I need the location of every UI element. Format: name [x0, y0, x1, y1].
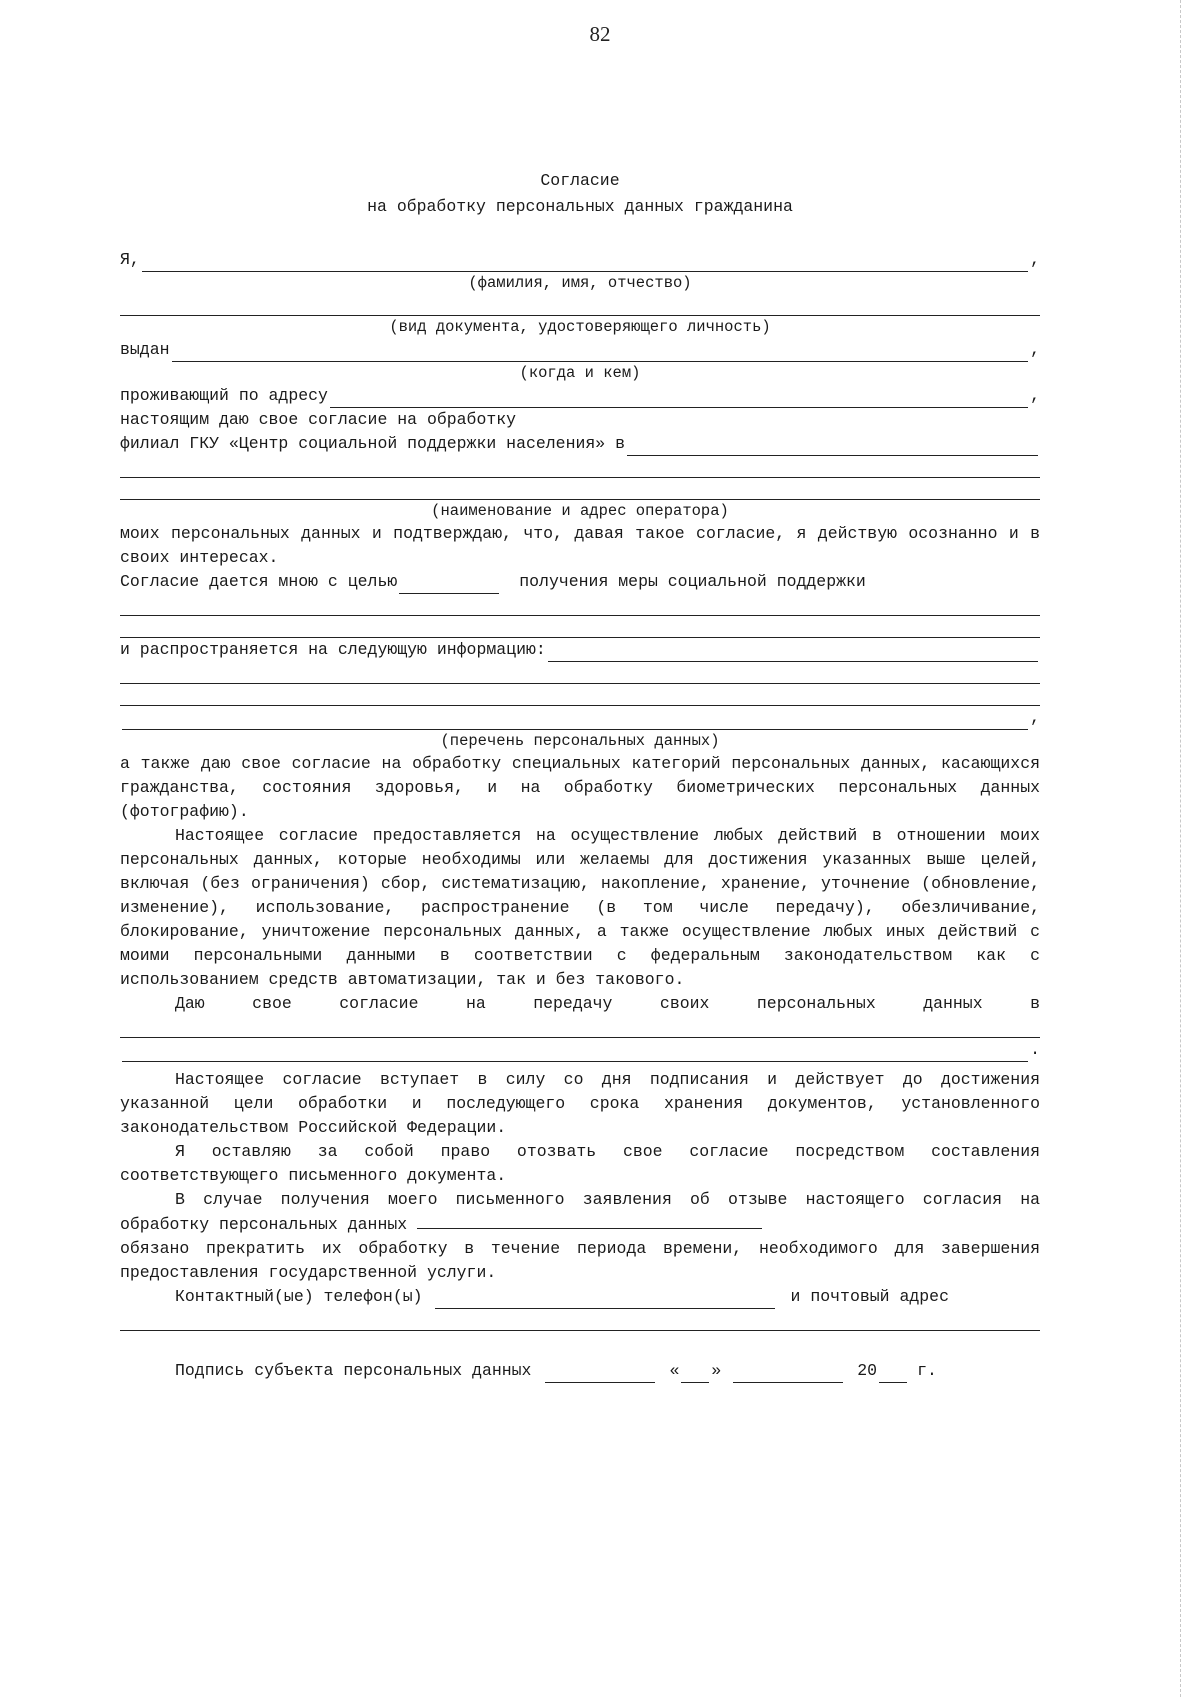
- scan-edge-line: [1180, 0, 1181, 1697]
- fio-field[interactable]: [142, 253, 1028, 272]
- title-line-1: Согласие: [540, 171, 620, 190]
- info-field-line-1[interactable]: [120, 662, 1040, 684]
- title-line-2: на обработку персональных данных гражданина: [367, 197, 793, 216]
- month-field[interactable]: [733, 1364, 843, 1383]
- page-number: 82: [589, 22, 611, 46]
- issued-comma: ,: [1030, 340, 1040, 359]
- purpose-value: получения меры социальной поддержки: [519, 572, 866, 591]
- document-title: [120, 168, 1040, 220]
- revoke-case-text: В случае получения моего письменного заявления об отзыве настоящего согласия на обработку персональных данных: [120, 1190, 1040, 1234]
- signature-label: Подпись субъекта персональных данных: [175, 1361, 532, 1380]
- issued-field[interactable]: [172, 343, 1029, 362]
- phone-label: Контактный(ые) телефон(ы): [175, 1287, 423, 1306]
- address-field[interactable]: [330, 389, 1028, 408]
- issued-row: [120, 338, 1040, 362]
- signature-row: [120, 1359, 1040, 1383]
- stop-processing-paragraph: обязано прекратить их обработку в течение периода времени, необходимого для завершения предоставления государственной услуги.: [120, 1239, 1040, 1282]
- quote-open: «: [669, 1361, 680, 1380]
- actions-paragraph: Настоящее согласие предоставляется на осуществление любых действий в отношении моих персональных данных, которые необходимы или желаемы для достижения указанных выше целей, включая (без ограничения) сбор, систематизацию, накопление, хранение, уточнение (обновление, изменение), использование, распространение (в том числе передачу), обезличивание, блокирование, уничтожение персональных данных, а также осуществление любых иных действий с моими персональными данными в соответствии с федеральным законодательством как с использованием средств автоматизации, так и без такового.: [120, 826, 1040, 989]
- phone-field[interactable]: [435, 1290, 775, 1309]
- day-field[interactable]: [681, 1364, 709, 1383]
- year-suffix: г.: [917, 1361, 937, 1380]
- operator-caption: (наименование и адрес оператора): [431, 502, 729, 520]
- branch-row: [120, 432, 1040, 456]
- fio-caption: (фамилия, имя, отчество): [468, 274, 692, 292]
- postal-field[interactable]: [120, 1309, 1040, 1331]
- purpose-row: [120, 570, 1040, 594]
- consent-document: [120, 168, 1040, 1383]
- fio-comma: ,: [1030, 250, 1040, 269]
- issued-caption: (когда и кем): [519, 364, 641, 382]
- fio-row: [120, 248, 1040, 272]
- purpose-field-line-1[interactable]: [120, 594, 1040, 616]
- transfer-field-line-1[interactable]: [120, 1016, 1040, 1038]
- i-label: Я,: [120, 250, 140, 269]
- revoke-paragraph: Я оставляю за собой право отозвать свое согласие посредством составления соответствующего письменного документа.: [120, 1142, 1040, 1185]
- operator-field-line-2[interactable]: [120, 478, 1040, 500]
- branch-label: филиал ГКУ «Центр социальной поддержки населения» в: [120, 434, 625, 453]
- info-field-line-2[interactable]: [120, 684, 1040, 706]
- id-document-field[interactable]: [120, 294, 1040, 316]
- info-comma: ,: [1030, 708, 1040, 727]
- transfer-period: .: [1030, 1040, 1040, 1059]
- applies-label: и распространяется на следующую информацию:: [120, 640, 546, 659]
- contacts-row: [120, 1285, 1040, 1309]
- validity-paragraph: Настоящее согласие вступает в силу со дня подписания и действует до достижения указанной цели обработки и последующего срока хранения документов, установленного законодательством Российской Федерации.: [120, 1070, 1040, 1137]
- consent-line: настоящим даю свое согласие на обработку: [120, 410, 517, 429]
- transfer-last-row: [120, 1038, 1040, 1062]
- quote-close: »: [711, 1361, 722, 1380]
- address-comma: ,: [1030, 386, 1040, 405]
- year-prefix: 20: [857, 1361, 878, 1380]
- issued-label: выдан: [120, 340, 170, 359]
- revoke-case-field[interactable]: [417, 1212, 762, 1229]
- my-data-paragraph: моих персональных данных и подтверждаю, что, давая такое согласие, я действую осознанно и в своих интересах.: [120, 524, 1040, 567]
- signature-field[interactable]: [545, 1364, 655, 1383]
- address-row: [120, 384, 1040, 408]
- transfer-field-line-2[interactable]: [122, 1043, 1028, 1062]
- applies-row: [120, 638, 1040, 662]
- operator-field-line-1[interactable]: [120, 456, 1040, 478]
- purpose-field-line-2[interactable]: [120, 616, 1040, 638]
- transfer-paragraph: Даю свое согласие на передачу своих персональных данных в: [175, 994, 1040, 1013]
- list-caption: (перечень персональных данных): [440, 732, 720, 750]
- id-document-caption: (вид документа, удостоверяющего личность): [389, 318, 771, 336]
- postal-label: и почтовый адрес: [790, 1287, 949, 1306]
- special-categories-paragraph: а также даю свое согласие на обработку специальных категорий персональных данных, касающихся гражданства, состояния здоровья, и на обработку биометрических персональных данных (фотографию).: [120, 754, 1040, 821]
- info-field-line-3[interactable]: [122, 711, 1028, 730]
- purpose-blank[interactable]: [399, 575, 499, 594]
- info-last-row: [120, 706, 1040, 730]
- address-label: проживающий по адресу: [120, 386, 328, 405]
- branch-field[interactable]: [627, 437, 1038, 456]
- year-field[interactable]: [879, 1364, 907, 1383]
- revoke-case-paragraph: [120, 1188, 1040, 1237]
- purpose-label: Согласие дается мною с целью: [120, 572, 398, 591]
- applies-field[interactable]: [548, 643, 1038, 662]
